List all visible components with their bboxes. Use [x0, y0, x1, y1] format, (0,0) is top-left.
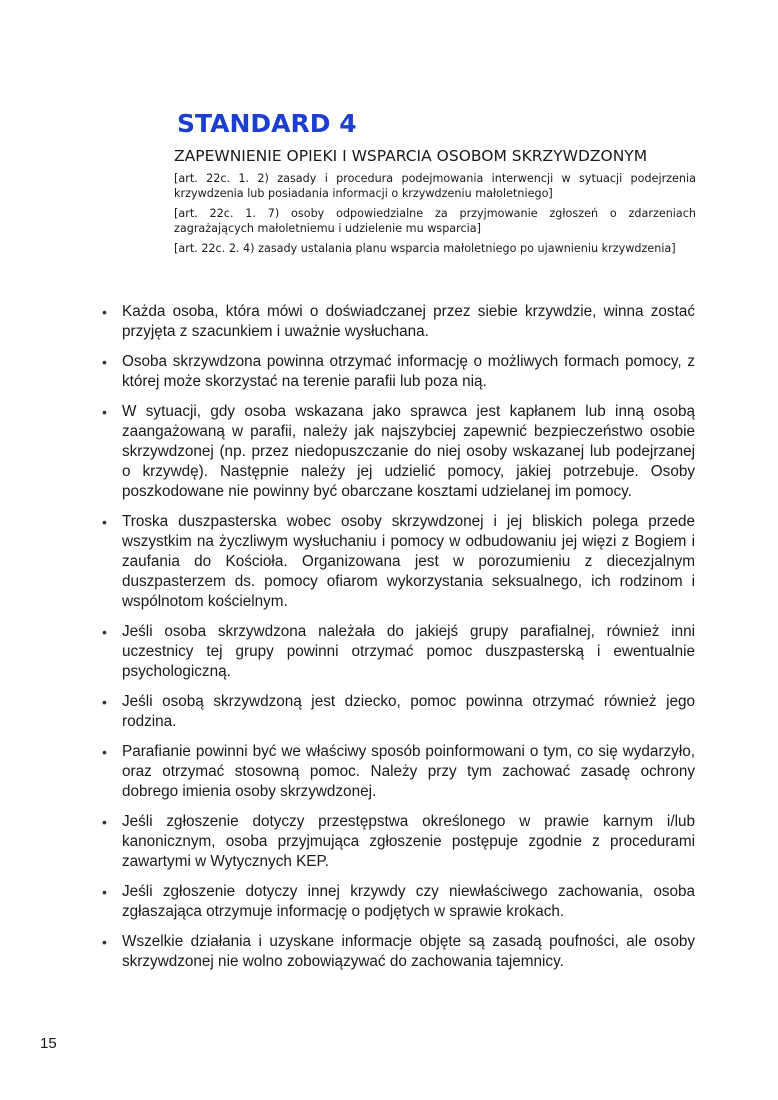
standard-subtitle: ZAPEWNIENIE OPIEKI I WSPARCIA OSOBOM SKRZYWDZONYM [174, 147, 648, 165]
list-item-text: Jeśli zgłoszenie dotyczy innej krzywdy czy niewłaściwego zachowania, osoba zgłaszająca otrzymuje informację o podjętych w sprawie krokach. [122, 883, 695, 920]
list-item-text: W sytuacji, gdy osoba wskazana jako sprawca jest kapłanem lub inną osobą zaangażowaną w parafii, należy jak najszybciej zapewnić bezpieczeństwo osobie skrzywdzonej (np. przez niedopuszczanie do niej osoby wskazanej lub podejrzanej o krzywdę). Następnie należy jej udzielić pomocy, jakiej potrzebuje. Osoby poszkodowane nie powinny być obarczane kosztami udzielanej im pomocy. [122, 403, 695, 500]
bullet-icon: • [102, 814, 107, 830]
list-item [102, 402, 695, 502]
list-item [102, 352, 695, 392]
list-item [102, 932, 695, 972]
list-item-text: Jeśli osoba skrzywdzona należała do jakiejś grupy parafialnej, również inni uczestnicy tej grupy powinni otrzymać pomoc duszpasterską i ewentualnie psychologiczną. [122, 623, 695, 680]
list-item [102, 692, 695, 732]
list-item [102, 742, 695, 802]
list-item [102, 812, 695, 872]
list-item [102, 302, 695, 342]
list-item-text: Parafianie powinni być we właściwy sposób poinformowani o tym, co się wydarzyło, oraz otrzymać stosowną pomoc. Należy przy tym zachować zasadę ochrony dobrego imienia osoby skrzywdzonej. [122, 743, 695, 800]
bullet-icon: • [102, 354, 107, 370]
list-item [102, 512, 695, 612]
bullet-icon: • [102, 624, 107, 640]
list-item [102, 622, 695, 682]
list-item-text: Każda osoba, która mówi o doświadczanej przez siebie krzywdzie, winna zostać przyjęta z szacunkiem i uważnie wysłuchana. [122, 303, 695, 340]
legal-reference-3: [art. 22c. 2. 4) zasady ustalania planu wsparcia małoletniego po ujawnieniu krzywdzenia] [174, 242, 676, 255]
list-item-text: Osoba skrzywdzona powinna otrzymać informację o możliwych formach pomocy, z której może skorzystać na terenie parafii lub poza nią. [122, 353, 695, 390]
bullet-icon: • [102, 744, 107, 760]
bullet-icon: • [102, 404, 107, 420]
list-item [102, 882, 695, 922]
page-number: 15 [40, 1035, 57, 1052]
bullet-icon: • [102, 934, 107, 950]
legal-reference-2: [art. 22c. 1. 7) osoby odpowiedzialne za przyjmowanie zgłoszeń o zdarzeniach zagrażających małoletniemu i udzielenie mu wsparcia] [174, 207, 696, 235]
list-item-text: Wszelkie działania i uzyskane informacje objęte są zasadą poufności, ale osoby skrzywdzonej nie wolno zobowiązywać do zachowania tajemnicy. [122, 933, 695, 970]
bullet-icon: • [102, 694, 107, 710]
standard-title: STANDARD 4 [177, 109, 357, 138]
bullet-icon: • [102, 304, 107, 320]
list-item-text: Jeśli zgłoszenie dotyczy przestępstwa określonego w prawie karnym i/lub kanonicznym, osoba przyjmująca zgłoszenie postępuje zgodnie z procedurami zawartymi w Wytycznych KEP. [122, 813, 695, 870]
bullet-list [102, 302, 695, 982]
list-item-text: Troska duszpasterska wobec osoby skrzywdzonej i jej bliskich polega przede wszystkim na życzliwym wysłuchaniu i pomocy w odbudowaniu jej więzi z Bogiem i zaufania do Kościoła. Organizowana jest w porozumieniu z diecezjalnym duszpasterzem ds. pomocy ofiarom wykorzystania seksualnego, ich rodzinom i wspólnotom kościelnym. [122, 513, 695, 610]
legal-reference-1: [art. 22c. 1. 2) zasady i procedura podejmowania interwencji w sytuacji podejrzenia krzywdzenia lub posiadania informacji o krzywdzeniu małoletniego] [174, 172, 696, 200]
standard-header [174, 108, 696, 261]
bullet-icon: • [102, 514, 107, 530]
list-item-text: Jeśli osobą skrzywdzoną jest dziecko, pomoc powinna otrzymać również jego rodzina. [122, 693, 695, 730]
bullet-icon: • [102, 884, 107, 900]
